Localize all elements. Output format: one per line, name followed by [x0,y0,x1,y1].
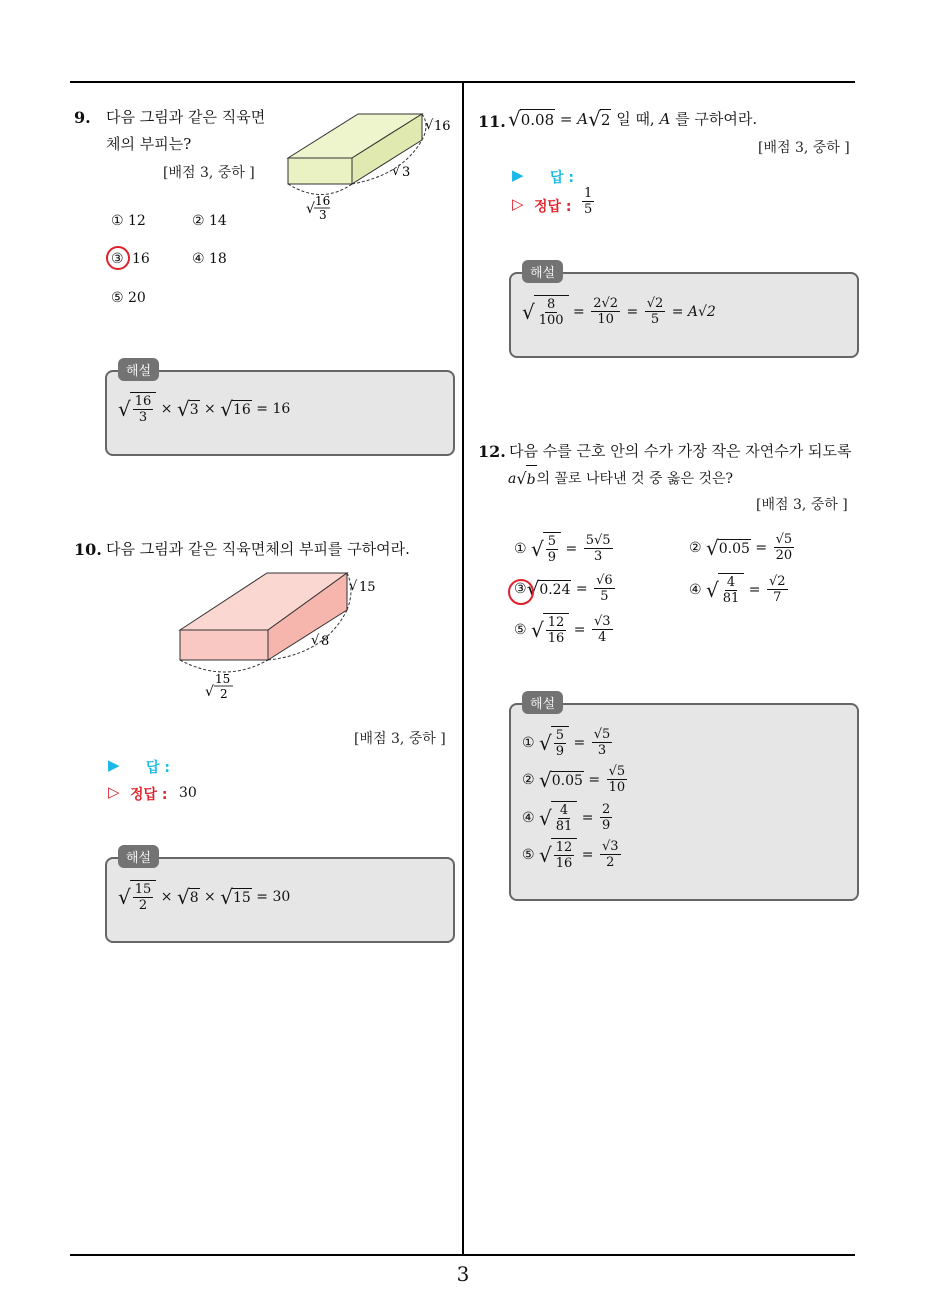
q11-explain-math: √ $\frac{8}{100}$ = $\frac{2√2}{10}$ = $\frac{√2}{5}$ = A√2 [522,296,716,328]
q10-edge-bottom-den: 2 [220,687,228,701]
q12-text-line1: 다음 수를 근호 안의 수가 가장 작은 자연수가 되도록 [509,442,852,460]
q12-explain-tag: 해설 [522,691,563,714]
q12-choice-3[interactable]: ③ √ 0.24 = $\frac{√6}{5}$ [514,573,613,604]
q9-meta: [배점 3, 중하 ] [163,165,255,181]
q9-number: 9. [74,108,91,127]
q12-text-line2: a √ b 의 꼴로 나타낸 것 중 옳은 것은? [508,465,733,493]
q12-answer-circle [508,579,534,605]
svg-text:√: √ [311,633,320,648]
q11-explain-tag: 해설 [522,260,563,283]
q9-box-figure [282,105,462,225]
svg-text:√: √ [425,118,434,133]
q9-answer-circle [106,246,130,270]
q10-correct-value: 30 [179,785,197,801]
svg-text:√: √ [306,201,315,217]
q9-choice-2[interactable]: ② 14 [192,213,227,229]
q10-text: 다음 그림과 같은 직육면체의 부피를 구하여라. [106,540,410,558]
q12-explain-1: ① √ $\frac{5}{9}$ = $\frac{√5}{3}$ [522,727,611,759]
svg-text:√: √ [205,684,214,700]
play-arrow-icon: ▶ [108,756,120,774]
page-number: 3 [456,1262,470,1286]
q9-choice-3-mark[interactable]: ③ [111,251,124,267]
triangle-right-icon: ▷ [512,195,524,213]
q10-explain-tag: 해설 [118,845,159,868]
q10-explain-math: √ $\frac{15}{2}$ × √ 8 × √ 15 = 30 [118,882,291,913]
q9-choice-3-value[interactable]: 16 [132,251,150,267]
q10-meta: [배점 3, 중하 ] [354,731,446,747]
q10-edge-top: 15 [359,580,376,595]
q12-choice-5[interactable]: ⑤ √ $\frac{12}{16}$ = $\frac{√3}{4}$ [514,614,611,646]
q12-number: 12. [478,442,506,461]
column-divider [462,83,464,1255]
q9-edge-bottom-num: 16 [315,194,331,208]
q12-choice-1[interactable]: ① √ $\frac{5}{9}$ = $\frac{5√5}{3}$ [514,533,611,565]
q10-box-figure [175,570,395,710]
q10-correct-label: 정답 : [130,787,168,803]
q9-text-line2: 체의 부피는? [106,135,192,153]
q10-edge-bottom-num: 15 [215,672,231,686]
q11-meta: [배점 3, 중하 ] [758,140,850,156]
q9-choice-4[interactable]: ④ 18 [192,251,227,267]
svg-text:√: √ [349,579,358,594]
q11-answer-label: 답 : [550,170,574,186]
q11-correct-label: 정답 : [534,199,572,215]
q12-explain-2: ② √ 0.05 = $\frac{√5}{10}$ [522,764,626,795]
bottom-rule [70,1254,855,1256]
triangle-right-icon: ▷ [108,783,120,801]
q10-answer-label: 답 : [146,760,170,776]
q12-explain-5: ⑤ √ $\frac{12}{16}$ = $\frac{√3}{2}$ [522,839,619,871]
q12-choice-4[interactable]: ④ √ $\frac{4}{81}$ = $\frac{√2}{7}$ [689,574,786,606]
q10-edge-right: 8 [321,634,330,649]
play-arrow-icon: ▶ [512,166,524,184]
q11-correct-value: $\frac{1}{5}$ [584,186,593,217]
q11-number: 11. [478,112,506,131]
q9-choice-5[interactable]: ⑤ 20 [111,290,146,306]
q12-choice-2[interactable]: ② √ 0.05 = $\frac{√5}{20}$ [689,532,793,563]
q9-explain-tag: 해설 [118,358,159,381]
svg-text:√: √ [392,164,401,179]
q9-edge-top: 16 [434,119,451,134]
q10-number: 10. [74,540,102,559]
q9-text-line1: 다음 그림과 같은 직육면 [106,108,266,126]
q9-edge-right: 3 [402,165,411,180]
q9-explain-math: √ $\frac{16}{3}$ × √ 3 × √ 16 = 16 [118,394,291,425]
q12-meta: [배점 3, 중하 ] [756,497,848,513]
q12-explain-4: ④ √ $\frac{4}{81}$ = $\frac{2}{9}$ [522,802,611,834]
q11-text: √ 0.08 = A √ 2 일 때, A 를 구하여라. [508,106,758,131]
q9-choice-1[interactable]: ① 12 [111,213,146,229]
q9-edge-bottom-den: 3 [319,208,327,222]
